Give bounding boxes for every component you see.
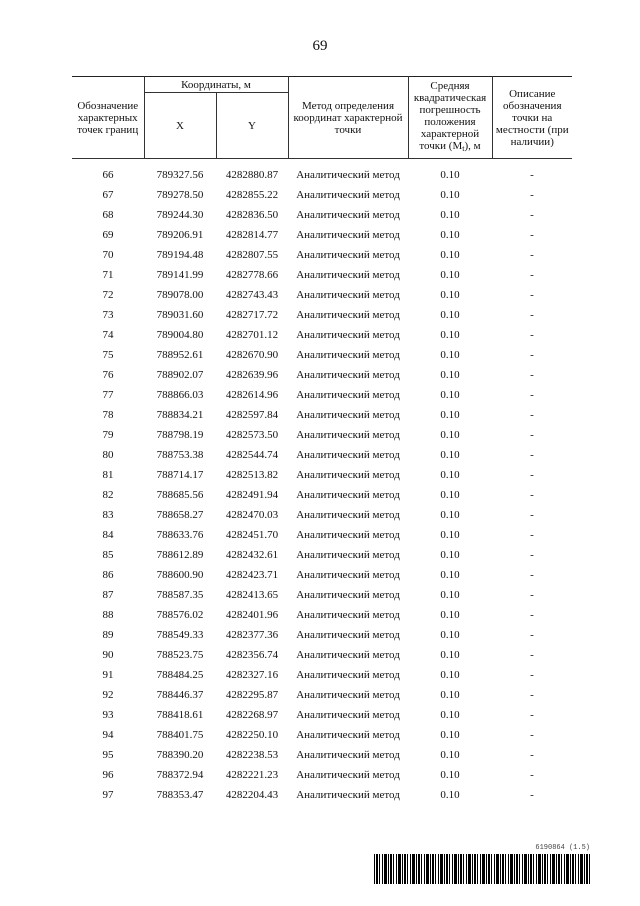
- cell-point-id: 95: [102, 749, 114, 761]
- cell-point-id: 67: [102, 189, 114, 201]
- table-row: [72, 785, 572, 805]
- header-method: Метод определения координат характерной точки: [288, 77, 408, 159]
- table-row: [72, 325, 572, 345]
- cell-coord-y: 4282377.36: [225, 629, 279, 641]
- cell-description: -: [530, 709, 534, 721]
- header-y: Y: [216, 93, 288, 159]
- cell-description: -: [530, 489, 534, 501]
- cell-coord-y: 4282814.77: [225, 229, 279, 241]
- cell-accuracy: 0.10: [440, 289, 460, 301]
- cell-coord-y: 4282614.96: [225, 389, 279, 401]
- cell-coord-y: 4282401.96: [225, 609, 279, 621]
- cell-coord-y: 4282639.96: [225, 369, 279, 381]
- table-row: [72, 565, 572, 585]
- cell-coord-x: 788798.19: [156, 429, 204, 441]
- cell-coord-y: 4282221.23: [225, 769, 279, 781]
- cell-point-id: 96: [102, 769, 114, 781]
- cell-method: Аналитический метод: [296, 289, 400, 301]
- cell-coord-x: 789004.80: [156, 329, 204, 341]
- cell-coord-x: 788685.56: [156, 489, 204, 501]
- cell-coord-y: 4282573.50: [225, 429, 279, 441]
- table-row: [72, 705, 572, 725]
- cell-method: Аналитический метод: [296, 389, 400, 401]
- cell-coord-y: 4282451.70: [225, 529, 279, 541]
- cell-accuracy: 0.10: [440, 569, 460, 581]
- barcode-block: [374, 844, 590, 884]
- cell-point-id: 69: [102, 229, 114, 241]
- cell-method: Аналитический метод: [296, 669, 400, 681]
- cell-method: Аналитический метод: [296, 169, 400, 181]
- cell-description: -: [530, 269, 534, 281]
- header-x: X: [144, 93, 216, 159]
- cell-accuracy: 0.10: [440, 409, 460, 421]
- cell-coord-x: 788390.20: [156, 749, 204, 761]
- cell-point-id: 80: [102, 449, 114, 461]
- table-row: [72, 445, 572, 465]
- cell-accuracy: 0.10: [440, 729, 460, 741]
- cell-method: Аналитический метод: [296, 489, 400, 501]
- cell-coord-y: 4282356.74: [225, 649, 279, 661]
- cell-coord-y: 4282204.43: [225, 789, 279, 801]
- cell-description: -: [530, 409, 534, 421]
- cell-coord-x: 788587.35: [156, 589, 204, 601]
- cell-method: Аналитический метод: [296, 549, 400, 561]
- cell-coord-x: 788484.25: [156, 669, 204, 681]
- cell-point-id: 73: [102, 309, 114, 321]
- cell-method: Аналитический метод: [296, 309, 400, 321]
- cell-description: -: [530, 609, 534, 621]
- cell-point-id: 77: [102, 389, 114, 401]
- cell-accuracy: 0.10: [440, 349, 460, 361]
- cell-coord-x: 789078.00: [156, 289, 204, 301]
- cell-accuracy: 0.10: [440, 629, 460, 641]
- header-point-label: Обозначение характерных точек границ: [72, 77, 144, 159]
- cell-accuracy: 0.10: [440, 709, 460, 721]
- cell-coord-x: 788834.21: [156, 409, 204, 421]
- cell-description: -: [530, 289, 534, 301]
- cell-point-id: 76: [102, 369, 114, 381]
- table-row: [72, 685, 572, 705]
- table-row: [72, 605, 572, 625]
- cell-method: Аналитический метод: [296, 269, 400, 281]
- cell-method: Аналитический метод: [296, 189, 400, 201]
- cell-method: Аналитический метод: [296, 509, 400, 521]
- cell-coord-x: 788753.38: [156, 449, 204, 461]
- table-row: [72, 185, 572, 205]
- cell-description: -: [530, 669, 534, 681]
- cell-coord-y: 4282670.90: [225, 349, 279, 361]
- cell-coord-x: 789206.91: [156, 229, 204, 241]
- cell-coord-y: 4282701.12: [225, 329, 279, 341]
- cell-coord-x: 788902.07: [156, 369, 204, 381]
- cell-point-id: 93: [102, 709, 114, 721]
- table-row: [72, 745, 572, 765]
- header-accuracy-text: Средняя квадратическая погрешность положения характерной точки (M: [413, 80, 487, 152]
- cell-coord-y: 4282238.53: [225, 749, 279, 761]
- cell-coord-x: 788633.76: [156, 529, 204, 541]
- cell-coord-y: 4282295.87: [225, 689, 279, 701]
- cell-accuracy: 0.10: [440, 469, 460, 481]
- cell-method: Аналитический метод: [296, 409, 400, 421]
- cell-point-id: 75: [102, 349, 114, 361]
- table-row: [72, 725, 572, 745]
- cell-method: Аналитический метод: [296, 569, 400, 581]
- cell-accuracy: 0.10: [440, 369, 460, 381]
- cell-description: -: [530, 769, 534, 781]
- cell-point-id: 82: [102, 489, 114, 501]
- cell-coord-x: 789141.99: [156, 269, 204, 281]
- header-description: Описание обозначения точки на местности (при наличии): [492, 77, 572, 159]
- table-row: [72, 365, 572, 385]
- cell-accuracy: 0.10: [440, 189, 460, 201]
- cell-coord-x: 788549.33: [156, 629, 204, 641]
- table-row: [72, 525, 572, 545]
- cell-coord-y: 4282855.22: [225, 189, 279, 201]
- cell-method: Аналитический метод: [296, 689, 400, 701]
- cell-accuracy: 0.10: [440, 549, 460, 561]
- cell-coord-x: 788372.94: [156, 769, 204, 781]
- table-row: [72, 345, 572, 365]
- cell-coord-y: 4282807.55: [225, 249, 279, 261]
- cell-description: -: [530, 649, 534, 661]
- header-accuracy-tail: ), м: [464, 140, 481, 152]
- cell-description: -: [530, 449, 534, 461]
- table-row: [72, 205, 572, 225]
- cell-coord-x: 788952.61: [156, 349, 204, 361]
- cell-method: Аналитический метод: [296, 329, 400, 341]
- cell-point-id: 74: [102, 329, 114, 341]
- barcode-image: [374, 854, 590, 884]
- table-row: [72, 505, 572, 525]
- cell-description: -: [530, 509, 534, 521]
- cell-coord-x: 788612.89: [156, 549, 204, 561]
- cell-coord-y: 4282836.50: [225, 209, 279, 221]
- cell-description: -: [530, 549, 534, 561]
- page-number: 69: [312, 38, 328, 54]
- cell-coord-x: 788600.90: [156, 569, 204, 581]
- cell-description: -: [530, 529, 534, 541]
- cell-accuracy: 0.10: [440, 689, 460, 701]
- cell-method: Аналитический метод: [296, 369, 400, 381]
- table-row: [72, 285, 572, 305]
- cell-accuracy: 0.10: [440, 169, 460, 181]
- cell-accuracy: 0.10: [440, 229, 460, 241]
- cell-point-id: 81: [102, 469, 114, 481]
- cell-point-id: 87: [102, 589, 114, 601]
- cell-coord-y: 4282743.43: [225, 289, 279, 301]
- cell-coord-y: 4282717.72: [225, 309, 279, 321]
- document-code: 6190864 (1.5): [535, 844, 590, 852]
- cell-description: -: [530, 469, 534, 481]
- table-row: [72, 159, 572, 186]
- cell-method: Аналитический метод: [296, 649, 400, 661]
- cell-method: Аналитический метод: [296, 769, 400, 781]
- cell-point-id: 92: [102, 689, 114, 701]
- cell-description: -: [530, 749, 534, 761]
- cell-point-id: 72: [102, 289, 114, 301]
- cell-point-id: 85: [102, 549, 114, 561]
- cell-accuracy: 0.10: [440, 269, 460, 281]
- cell-point-id: 88: [102, 609, 114, 621]
- cell-point-id: 68: [102, 209, 114, 221]
- cell-accuracy: 0.10: [440, 749, 460, 761]
- table-row: [72, 765, 572, 785]
- cell-coord-x: 788866.03: [156, 389, 204, 401]
- table-row: [72, 265, 572, 285]
- cell-method: Аналитический метод: [296, 589, 400, 601]
- cell-description: -: [530, 249, 534, 261]
- cell-accuracy: 0.10: [440, 769, 460, 781]
- cell-description: -: [530, 429, 534, 441]
- cell-description: -: [530, 189, 534, 201]
- cell-method: Аналитический метод: [296, 209, 400, 221]
- header-accuracy: [408, 77, 492, 159]
- cell-coord-x: 788658.27: [156, 509, 204, 521]
- cell-coord-y: 4282470.03: [225, 509, 279, 521]
- cell-coord-x: 788353.47: [156, 789, 204, 801]
- cell-description: -: [530, 389, 534, 401]
- cell-description: -: [530, 729, 534, 741]
- cell-method: Аналитический метод: [296, 449, 400, 461]
- cell-coord-y: 4282413.65: [225, 589, 279, 601]
- table-row: [72, 625, 572, 645]
- cell-accuracy: 0.10: [440, 329, 460, 341]
- cell-description: -: [530, 369, 534, 381]
- cell-point-id: 86: [102, 569, 114, 581]
- cell-accuracy: 0.10: [440, 209, 460, 221]
- cell-point-id: 90: [102, 649, 114, 661]
- cell-method: Аналитический метод: [296, 249, 400, 261]
- cell-point-id: 79: [102, 429, 114, 441]
- cell-accuracy: 0.10: [440, 509, 460, 521]
- cell-coord-y: 4282327.16: [225, 669, 279, 681]
- cell-accuracy: 0.10: [440, 489, 460, 501]
- cell-method: Аналитический метод: [296, 429, 400, 441]
- cell-method: Аналитический метод: [296, 629, 400, 641]
- cell-description: -: [530, 349, 534, 361]
- cell-description: -: [530, 209, 534, 221]
- cell-method: Аналитический метод: [296, 709, 400, 721]
- cell-accuracy: 0.10: [440, 589, 460, 601]
- cell-point-id: 91: [102, 669, 114, 681]
- cell-coord-x: 788418.61: [156, 709, 204, 721]
- coordinates-table: [72, 76, 572, 805]
- cell-method: Аналитический метод: [296, 609, 400, 621]
- cell-description: -: [530, 309, 534, 321]
- cell-accuracy: 0.10: [440, 389, 460, 401]
- table-row: [72, 485, 572, 505]
- cell-coord-x: 788576.02: [156, 609, 204, 621]
- table-row: [72, 305, 572, 325]
- cell-coord-x: 789194.48: [156, 249, 204, 261]
- cell-coord-x: 788401.75: [156, 729, 204, 741]
- table-row: [72, 245, 572, 265]
- cell-point-id: 71: [102, 269, 114, 281]
- cell-coord-y: 4282880.87: [225, 169, 279, 181]
- table-row: [72, 385, 572, 405]
- cell-coord-y: 4282544.74: [225, 449, 279, 461]
- cell-coord-y: 4282432.61: [225, 549, 279, 561]
- table-body: [72, 159, 572, 806]
- header-accuracy-subscript: t: [462, 144, 465, 153]
- cell-accuracy: 0.10: [440, 249, 460, 261]
- cell-coord-y: 4282423.71: [225, 569, 279, 581]
- cell-method: Аналитический метод: [296, 729, 400, 741]
- cell-coord-y: 4282268.97: [225, 709, 279, 721]
- cell-accuracy: 0.10: [440, 429, 460, 441]
- table-row: [72, 545, 572, 565]
- cell-description: -: [530, 629, 534, 641]
- cell-method: Аналитический метод: [296, 789, 400, 801]
- table-row: [72, 465, 572, 485]
- cell-point-id: 66: [102, 169, 114, 181]
- cell-description: -: [530, 689, 534, 701]
- cell-description: -: [530, 329, 534, 341]
- cell-method: Аналитический метод: [296, 349, 400, 361]
- cell-coord-y: 4282513.82: [225, 469, 279, 481]
- cell-point-id: 78: [102, 409, 114, 421]
- cell-accuracy: 0.10: [440, 609, 460, 621]
- cell-coord-y: 4282778.66: [225, 269, 279, 281]
- cell-coord-x: 789327.56: [156, 169, 204, 181]
- cell-point-id: 94: [102, 729, 114, 741]
- cell-coord-y: 4282597.84: [225, 409, 279, 421]
- cell-coord-x: 789278.50: [156, 189, 204, 201]
- cell-description: -: [530, 589, 534, 601]
- cell-point-id: 89: [102, 629, 114, 641]
- cell-coord-x: 788714.17: [156, 469, 204, 481]
- header-coordinates-group: Координаты, м: [144, 77, 288, 93]
- cell-accuracy: 0.10: [440, 309, 460, 321]
- table-row: [72, 405, 572, 425]
- cell-coord-y: 4282250.10: [225, 729, 279, 741]
- table-row: [72, 425, 572, 445]
- cell-description: -: [530, 789, 534, 801]
- cell-point-id: 97: [102, 789, 114, 801]
- cell-method: Аналитический метод: [296, 529, 400, 541]
- cell-point-id: 70: [102, 249, 114, 261]
- table-row: [72, 645, 572, 665]
- cell-accuracy: 0.10: [440, 649, 460, 661]
- cell-coord-x: 789031.60: [156, 309, 204, 321]
- cell-accuracy: 0.10: [440, 529, 460, 541]
- table-row: [72, 585, 572, 605]
- cell-accuracy: 0.10: [440, 669, 460, 681]
- cell-coord-x: 788446.37: [156, 689, 204, 701]
- cell-method: Аналитический метод: [296, 469, 400, 481]
- cell-description: -: [530, 569, 534, 581]
- cell-coord-x: 788523.75: [156, 649, 204, 661]
- cell-method: Аналитический метод: [296, 229, 400, 241]
- cell-coord-y: 4282491.94: [225, 489, 279, 501]
- cell-point-id: 83: [102, 509, 114, 521]
- table-row: [72, 665, 572, 685]
- table-row: [72, 225, 572, 245]
- cell-method: Аналитический метод: [296, 749, 400, 761]
- cell-description: -: [530, 229, 534, 241]
- cell-point-id: 84: [102, 529, 114, 541]
- cell-accuracy: 0.10: [440, 449, 460, 461]
- cell-description: -: [530, 169, 534, 181]
- cell-coord-x: 789244.30: [156, 209, 204, 221]
- cell-accuracy: 0.10: [440, 789, 460, 801]
